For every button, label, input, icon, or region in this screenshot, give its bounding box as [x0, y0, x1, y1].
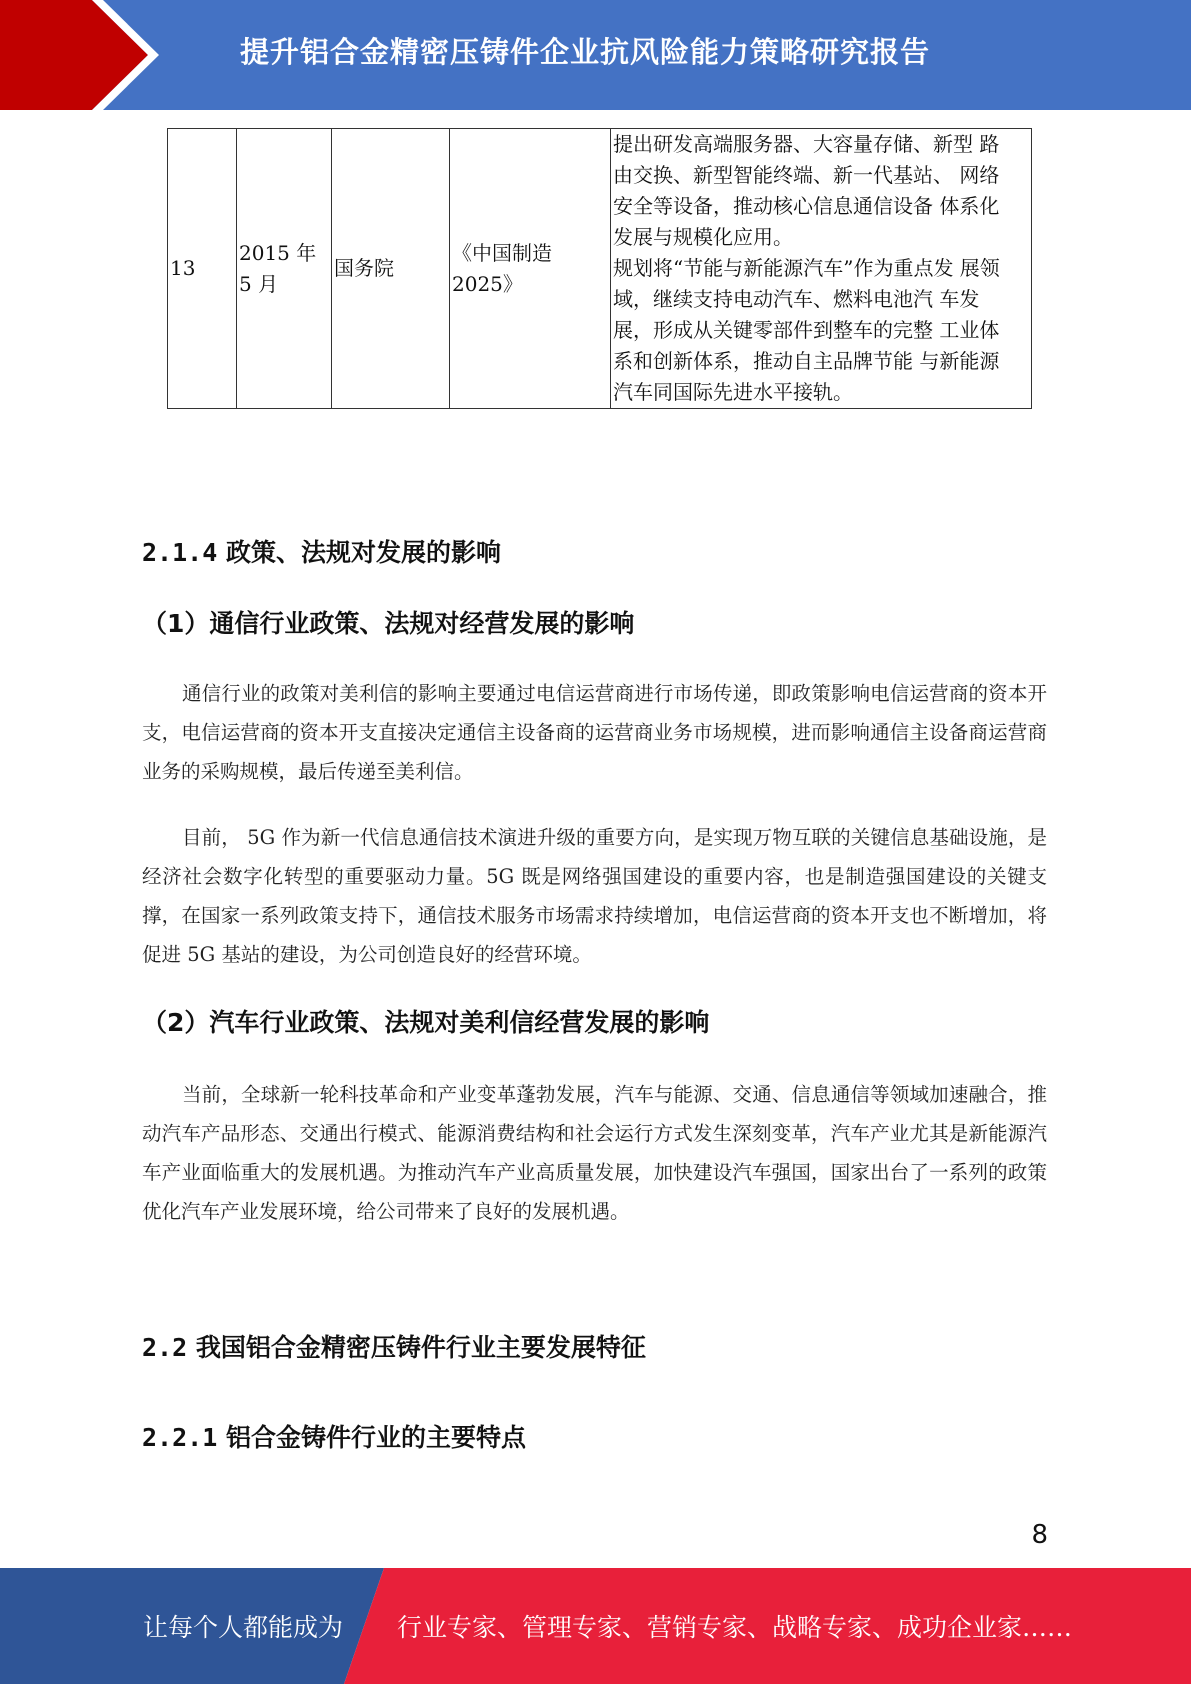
content-line: 安全等设备，推动核心信息通信设备 体系化: [613, 194, 1000, 218]
cell-document: 《中国制造 2025》: [450, 129, 611, 409]
section-number: 2.2.1: [142, 1423, 218, 1452]
table-row: [168, 129, 1032, 409]
content-line: 规划将“节能与新能源汽车”作为重点发 展领: [613, 256, 1000, 280]
section-title: 政策、法规对发展的影响: [225, 538, 501, 567]
section-number: 2.1.4: [142, 538, 218, 567]
section-heading-2-1-4: [142, 533, 501, 569]
section-heading-2-2-1: [142, 1418, 526, 1454]
section-title: 铝合金铸件行业的主要特点: [225, 1423, 526, 1452]
content-line: 域，继续支持电动汽车、燃料电池汽 车发: [613, 287, 980, 311]
page-header: [0, 0, 1191, 110]
subsection-heading-2: （2）汽车行业政策、法规对美利信经营发展的影响: [142, 1008, 710, 1037]
cell-organization: 国务院: [332, 129, 450, 409]
content-line: 展，形成从关键零部件到整车的完整 工业体: [613, 318, 1000, 342]
paragraph-auto-policy: 当前，全球新一轮科技革命和产业变革蓬勃发展，汽车与能源、交通、信息通信等领域加速融合，推动汽车产品形态、交通出行模式、能源消费结构和社会运行方式发生深刻变革，汽车产业尤其是新能源汽车产业面临重大的发展机遇。为推动汽车产业高质量发展，加快建设汽车强国，国家出台了一系列的政策优化汽车产业发展环境，给公司带来了良好的发展机遇。: [142, 1083, 1047, 1223]
header-chevron-graphic: [0, 0, 160, 110]
policy-table: [167, 128, 1032, 409]
content-line: 发展与规模化应用。: [613, 225, 793, 249]
cell-content: [611, 129, 1032, 409]
cell-date: 2015 年 5 月: [237, 129, 332, 409]
page-footer: [0, 1568, 1191, 1684]
paragraph-5g: 目前， 5G 作为新一代信息通信技术演进升级的重要方向，是实现万物互联的关键信息基础设施，是经济社会数字化转型的重要驱动力量。5G 既是网络强国建设的重要内容，也是制造强国建设的关键支撑，在国家一系列政策支持下，通信技术服务市场需求持续增加，电信运营商的资本开支也不断增加，将促进 5G 基站的建设，为公司创造良好的经营环境。: [142, 826, 1047, 966]
page-number: 8: [1031, 1520, 1048, 1550]
content-line: 汽车同国际先进水平接轨。: [613, 380, 853, 404]
section-heading-2-2: [142, 1328, 646, 1364]
paragraph-telecom-policy: 通信行业的政策对美利信的影响主要通过电信运营商进行市场传递，即政策影响电信运营商的资本开支，电信运营商的资本开支直接决定通信主设备商的运营商业务市场规模，进而影响通信主设备商运营商业务的采购规模，最后传递至美利信。: [142, 682, 1047, 783]
subsection-heading-1: （1）通信行业政策、法规对经营发展的影响: [142, 609, 635, 638]
content-line: 提出研发高端服务器、大容量存储、新型 路: [613, 132, 1000, 156]
section-title: 我国铝合金精密压铸件行业主要发展特征: [195, 1333, 646, 1362]
content-line: 由交换、新型智能终端、新一代基站、 网络: [613, 163, 1000, 187]
footer-slogan-right: 行业专家、管理专家、营销专家、战略专家、成功企业家……: [397, 1613, 1073, 1642]
content-line: 系和创新体系，推动自主品牌节能 与新能源: [613, 349, 1000, 373]
footer-slogan-left: 让每个人都能成为: [143, 1613, 344, 1642]
section-number: 2.2: [142, 1333, 188, 1362]
report-title: 提升铝合金精密压铸件企业抗风险能力策略研究报告: [240, 35, 931, 69]
policy-table-container: [167, 128, 1032, 409]
cell-number: 13: [168, 129, 237, 409]
